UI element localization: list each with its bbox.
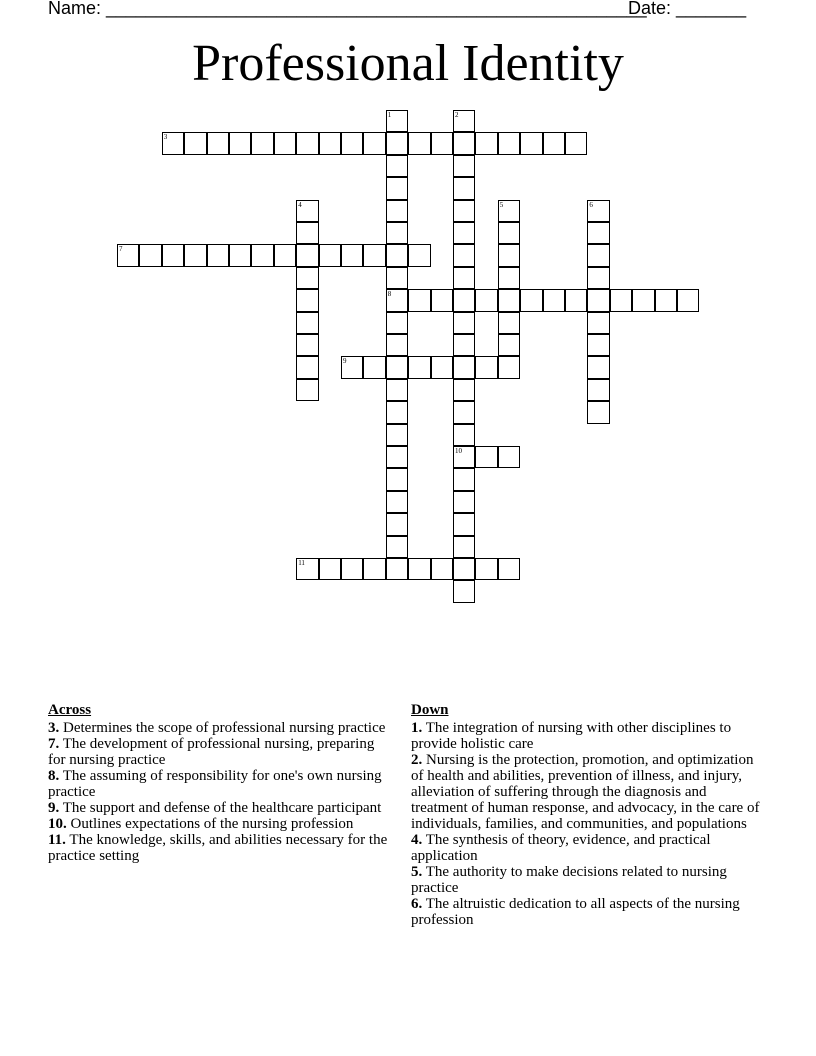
crossword-cell[interactable]: [296, 334, 318, 356]
crossword-cell[interactable]: [498, 132, 520, 154]
crossword-cell[interactable]: [587, 379, 609, 401]
clue-across-7: [48, 736, 388, 768]
crossword-cell[interactable]: [453, 110, 475, 132]
clue-down-5: [411, 864, 761, 896]
crossword-cell[interactable]: [543, 289, 565, 311]
crossword-cell[interactable]: [453, 468, 475, 490]
crossword-cell[interactable]: [386, 334, 408, 356]
clue-text: The development of professional nursing, preparing for nursing practice: [48, 736, 375, 768]
crossword-cell[interactable]: [453, 267, 475, 289]
clue-across-8: [48, 768, 388, 800]
crossword-cell[interactable]: [319, 558, 341, 580]
crossword-cell[interactable]: [341, 356, 363, 378]
crossword-cell[interactable]: [139, 244, 161, 266]
crossword-cell[interactable]: [498, 267, 520, 289]
clue-number: 11.: [48, 832, 66, 848]
crossword-cell[interactable]: [408, 356, 430, 378]
crossword-cell[interactable]: [296, 379, 318, 401]
clue-number: 9.: [48, 800, 60, 816]
crossword-cell[interactable]: [655, 289, 677, 311]
crossword-cell[interactable]: [520, 132, 542, 154]
crossword-cell[interactable]: [520, 289, 542, 311]
crossword-cell[interactable]: [453, 424, 475, 446]
crossword-cell[interactable]: [475, 132, 497, 154]
crossword-cell[interactable]: [498, 446, 520, 468]
crossword-cell[interactable]: [363, 132, 385, 154]
crossword-cell[interactable]: [386, 446, 408, 468]
crossword-cell[interactable]: [431, 558, 453, 580]
crossword-cell[interactable]: [498, 356, 520, 378]
crossword-cell[interactable]: [386, 558, 408, 580]
crossword-cell[interactable]: [184, 244, 206, 266]
cell-number: 7: [119, 245, 123, 254]
crossword-cell[interactable]: [386, 244, 408, 266]
crossword-cell[interactable]: [386, 468, 408, 490]
crossword-cell[interactable]: [453, 222, 475, 244]
clue-across-11: [48, 832, 388, 864]
clue-down-6: [411, 896, 761, 928]
clue-number: 2.: [411, 752, 423, 768]
crossword-cell[interactable]: [475, 446, 497, 468]
crossword-cell[interactable]: [453, 379, 475, 401]
across-heading: Across: [48, 702, 92, 718]
crossword-cell[interactable]: [632, 289, 654, 311]
crossword-cell[interactable]: [363, 244, 385, 266]
clue-across-9: [48, 800, 388, 816]
cell-number: 6: [589, 200, 593, 209]
crossword-cell[interactable]: [296, 200, 318, 222]
crossword-cell[interactable]: [251, 244, 273, 266]
clue-text: The support and defense of the healthcare participant: [62, 800, 382, 816]
crossword-cell[interactable]: [475, 558, 497, 580]
crossword-cell[interactable]: [296, 222, 318, 244]
clue-text: The authority to make decisions related to nursing practice: [411, 864, 727, 896]
clue-number: 3.: [48, 720, 60, 736]
crossword-cell[interactable]: [453, 446, 475, 468]
crossword-cell[interactable]: [587, 401, 609, 423]
crossword-cell[interactable]: [386, 132, 408, 154]
clue-down-1: [411, 720, 761, 752]
crossword-cell[interactable]: [677, 289, 699, 311]
crossword-cell[interactable]: [498, 289, 520, 311]
crossword-cell[interactable]: [386, 155, 408, 177]
clue-across-10: [48, 816, 388, 832]
crossword-cell[interactable]: [453, 334, 475, 356]
crossword-cell[interactable]: [341, 132, 363, 154]
clue-number: 1.: [411, 720, 423, 736]
crossword-cell[interactable]: [296, 267, 318, 289]
crossword-cell[interactable]: [610, 289, 632, 311]
clue-down-4: [411, 832, 761, 864]
crossword-cell[interactable]: [363, 356, 385, 378]
clue-text: The integration of nursing with other disciplines to provide holistic care: [411, 720, 732, 752]
crossword-cell[interactable]: [453, 177, 475, 199]
crossword-cell[interactable]: [453, 558, 475, 580]
crossword-cell[interactable]: [587, 356, 609, 378]
crossword-cell[interactable]: [453, 200, 475, 222]
clue-number: 6.: [411, 896, 423, 912]
clue-number: 5.: [411, 864, 423, 880]
crossword-cell[interactable]: [453, 401, 475, 423]
crossword-cell[interactable]: [319, 244, 341, 266]
crossword-cell[interactable]: [565, 289, 587, 311]
crossword-cell[interactable]: [274, 244, 296, 266]
crossword-cell[interactable]: [587, 312, 609, 334]
crossword-cell[interactable]: [408, 132, 430, 154]
clue-text: The assuming of responsibility for one's own nursing practice: [48, 768, 382, 800]
crossword-cell[interactable]: [408, 558, 430, 580]
crossword-cell[interactable]: [565, 132, 587, 154]
crossword-cell[interactable]: [587, 267, 609, 289]
crossword-cell[interactable]: [453, 155, 475, 177]
across-clues: [48, 702, 388, 864]
cell-number: 8: [387, 290, 392, 299]
crossword-cell[interactable]: [386, 424, 408, 446]
crossword-cell[interactable]: [341, 244, 363, 266]
crossword-cell[interactable]: [386, 356, 408, 378]
crossword-cell[interactable]: [386, 536, 408, 558]
crossword-cell[interactable]: [296, 132, 318, 154]
crossword-cell[interactable]: [453, 289, 475, 311]
crossword-cell[interactable]: [453, 491, 475, 513]
crossword-cell[interactable]: [207, 132, 229, 154]
crossword-cell[interactable]: [229, 132, 251, 154]
crossword-cell[interactable]: [386, 513, 408, 535]
crossword-cell[interactable]: [386, 222, 408, 244]
crossword-cell[interactable]: [184, 132, 206, 154]
crossword-cell[interactable]: [453, 312, 475, 334]
crossword-cell[interactable]: [498, 312, 520, 334]
crossword-cell[interactable]: [386, 200, 408, 222]
crossword-cell[interactable]: [431, 132, 453, 154]
cell-number: 3: [163, 133, 168, 142]
crossword-cell[interactable]: [386, 491, 408, 513]
cell-number: 9: [343, 357, 347, 366]
cell-number: 4: [298, 200, 302, 209]
crossword-cell[interactable]: [386, 312, 408, 334]
cell-number: 11: [298, 559, 305, 567]
clue-number: 8.: [48, 768, 60, 784]
clue-text: Nursing is the protection, promotion, and optimization of health and abilities, prevention of illness, and injury, alleviation of suffering through the diagnosis and treatment of human response, and advocacy, in the care of individuals, families, and communities, and populations: [411, 752, 760, 832]
page-title: Professional Identity: [192, 35, 624, 92]
crossword-cell[interactable]: [274, 132, 296, 154]
crossword-cell[interactable]: [296, 558, 318, 580]
crossword-cell[interactable]: [498, 334, 520, 356]
crossword-cell[interactable]: [386, 289, 408, 311]
clue-number: 4.: [411, 832, 423, 848]
crossword-cell[interactable]: [587, 222, 609, 244]
crossword-cell[interactable]: [251, 132, 273, 154]
crossword-cell[interactable]: [431, 289, 453, 311]
clue-text: Outlines expectations of the nursing profession: [70, 816, 354, 832]
crossword-cell[interactable]: [453, 513, 475, 535]
crossword-cell[interactable]: [207, 244, 229, 266]
crossword-cell[interactable]: [296, 244, 318, 266]
crossword-cell[interactable]: [408, 289, 430, 311]
down-clues: [411, 702, 761, 928]
clue-text: Determines the scope of professional nursing practice: [63, 720, 386, 736]
crossword-cell[interactable]: [498, 558, 520, 580]
crossword-cell[interactable]: [296, 356, 318, 378]
name-field-label: Name: ______________________________________________________: [48, 0, 647, 18]
crossword-cell[interactable]: [587, 244, 609, 266]
date-field-label: Date: _______: [628, 0, 747, 18]
crossword-cell[interactable]: [408, 244, 430, 266]
crossword-cell[interactable]: [498, 222, 520, 244]
crossword-cell[interactable]: [431, 356, 453, 378]
clue-text: The altruistic dedication to all aspects of the nursing profession: [411, 896, 740, 928]
crossword-cell[interactable]: [296, 312, 318, 334]
crossword-cell[interactable]: [162, 244, 184, 266]
crossword-cell[interactable]: [453, 132, 475, 154]
clue-text: The knowledge, skills, and abilities necessary for the practice setting: [48, 832, 388, 864]
crossword-cell[interactable]: [475, 289, 497, 311]
crossword-cell[interactable]: [453, 244, 475, 266]
crossword-cell[interactable]: [363, 558, 385, 580]
crossword-cell[interactable]: [162, 132, 184, 154]
clue-text: The synthesis of theory, evidence, and practical application: [411, 832, 711, 864]
crossword-cell[interactable]: [453, 356, 475, 378]
crossword-cell[interactable]: [296, 289, 318, 311]
crossword-cell[interactable]: [453, 580, 475, 602]
crossword-cell[interactable]: [229, 244, 251, 266]
crossword-cell[interactable]: [498, 244, 520, 266]
crossword-cell[interactable]: [453, 536, 475, 558]
crossword-cell[interactable]: [319, 132, 341, 154]
crossword-cell[interactable]: [543, 132, 565, 154]
crossword-cell[interactable]: [587, 200, 609, 222]
cell-number: 1: [387, 111, 392, 119]
crossword-cell[interactable]: [475, 356, 497, 378]
cell-number: 5: [499, 200, 504, 209]
clue-number: 7.: [48, 736, 60, 752]
crossword-cell[interactable]: [587, 289, 609, 311]
clue-number: 10.: [48, 816, 67, 832]
cell-number: 10: [455, 447, 462, 455]
crossword-cell[interactable]: [498, 200, 520, 222]
crossword-cell[interactable]: [117, 244, 139, 266]
clue-down-2: [411, 752, 761, 832]
clue-across-3: [48, 720, 388, 736]
crossword-cell[interactable]: [341, 558, 363, 580]
crossword-cell[interactable]: [386, 110, 408, 132]
crossword-cell[interactable]: [386, 379, 408, 401]
crossword-cell[interactable]: [386, 267, 408, 289]
crossword-cell[interactable]: [386, 401, 408, 423]
crossword-cell[interactable]: [386, 177, 408, 199]
cell-number: 2: [455, 111, 459, 119]
down-heading: Down: [411, 702, 449, 718]
crossword-cell[interactable]: [587, 334, 609, 356]
